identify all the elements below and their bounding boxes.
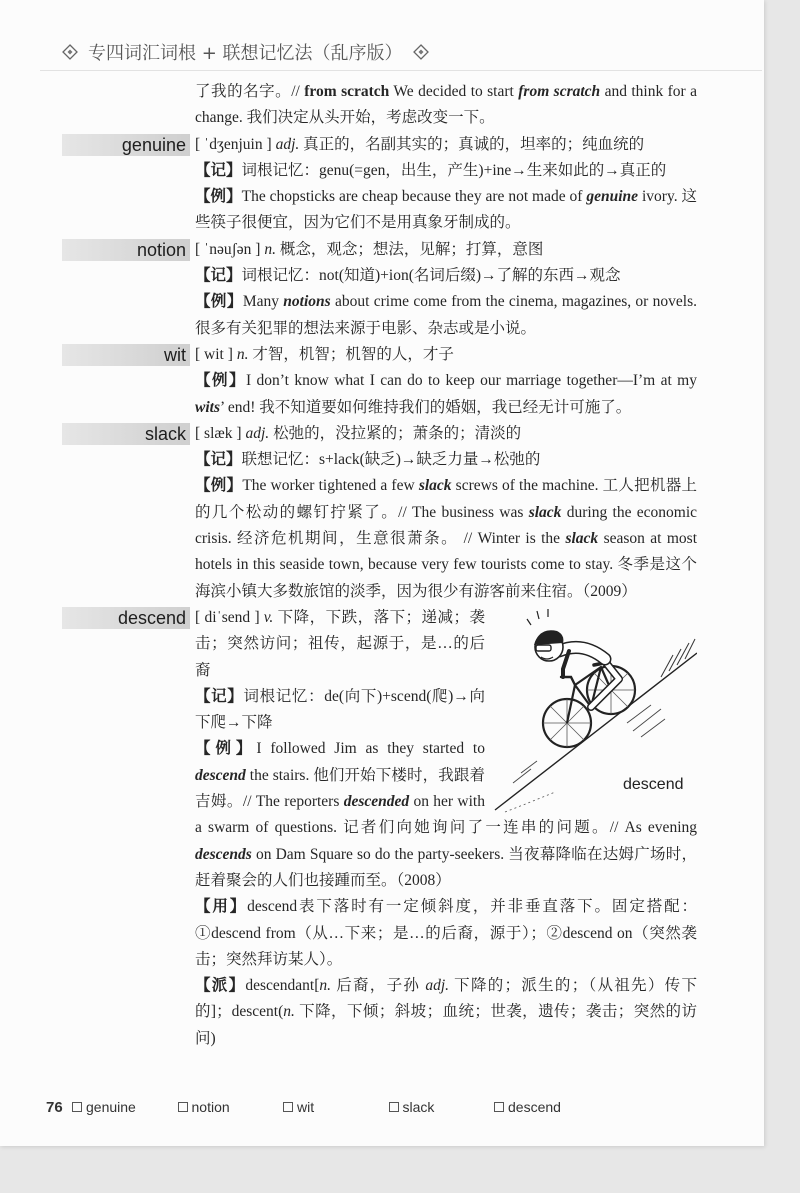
headword-label xyxy=(62,134,190,156)
text-run: descendant[ xyxy=(245,977,320,995)
section-text xyxy=(242,162,667,179)
section-label: 【例】 xyxy=(195,188,242,206)
entry-descend xyxy=(117,605,697,1052)
emphasized-word: notions xyxy=(283,293,331,311)
section-label: 【例】 xyxy=(195,740,257,758)
definition-line xyxy=(195,237,697,263)
phonetic: [ wit ] xyxy=(195,345,233,363)
headword: descend xyxy=(117,607,186,628)
example-sentence xyxy=(195,368,697,421)
part-of-speech: n. xyxy=(283,1003,295,1021)
memory-note xyxy=(195,158,697,184)
part-of-speech: n. xyxy=(264,240,277,258)
footer-word: notion xyxy=(191,1099,230,1115)
entry-slack xyxy=(144,421,698,605)
text-run: season at most hotels in this seaside town, because very few tourists come to stay. 冬季是这个海滨小镇大多数旅馆的淡季，因为很少有游客前来住宿。（2009） xyxy=(195,530,697,600)
section-text xyxy=(195,477,697,599)
diamond-icon xyxy=(413,44,429,60)
footer-word: genuine xyxy=(86,1099,136,1115)
phonetic: [ slæk ] xyxy=(195,424,242,442)
text-run: 了我的名字。// xyxy=(195,83,305,100)
emphasized-word: descends xyxy=(195,845,252,863)
definition-line xyxy=(195,132,697,158)
emphasized-word: slack xyxy=(565,530,599,548)
example-sentence xyxy=(195,289,697,342)
section-label: 【记】 xyxy=(195,161,242,179)
headword-label xyxy=(62,423,190,445)
speed-lines xyxy=(513,705,665,783)
example-sentence xyxy=(195,473,697,604)
text-run: about crime come from the cinema, magazines, or novels. 很多有关犯罪的想法来源于电影、杂志或是小说。 xyxy=(195,293,697,337)
entry-genuine xyxy=(121,132,697,237)
text-run: ivory. 这些筷子很便宜，因为它们不是用真象牙制成的。 xyxy=(195,188,697,232)
memory-note xyxy=(195,263,697,289)
footer-word-item xyxy=(178,1099,284,1115)
headword: notion xyxy=(136,239,186,260)
emphasized-word: descended xyxy=(343,793,410,811)
illustration-caption: descend xyxy=(623,775,684,793)
descend-illustration xyxy=(491,605,697,815)
phonetic: [ ˈnəuʃən ] xyxy=(195,240,261,258)
section-label: 【记】 xyxy=(195,267,242,285)
text-run: 下降，下倾；斜坡；血统；世袭，遗传；袭击；突然的访问) xyxy=(195,1003,697,1047)
text-run: The worker tightened a few xyxy=(242,477,419,495)
section-text xyxy=(195,977,697,1047)
section-label: 【例】 xyxy=(195,372,247,390)
footer-word-item xyxy=(283,1099,389,1115)
phonetic: [ diˈsend ] xyxy=(195,608,260,626)
emphasized-word: descend xyxy=(195,766,246,784)
text-run: 词根记忆：genu(=gen，出生，产生)+ine→生来如此的→真正的 xyxy=(241,161,667,179)
section-label: 【记】 xyxy=(195,451,242,469)
section-text xyxy=(195,293,697,336)
section-label: 【例】 xyxy=(195,293,243,311)
section-label: 【记】 xyxy=(195,687,244,705)
text-run: the stairs. 他们开始下楼时，我跟着吉姆。// The reporters xyxy=(195,766,485,811)
entry-wit xyxy=(164,342,697,421)
text-run: 下降，下跌，落下；递减；袭击；突然访问；祖传，起源于，是…的后裔 xyxy=(195,608,485,679)
part-of-speech: adj. xyxy=(275,135,300,153)
emphasized-word: from scratch xyxy=(304,83,390,100)
footer-word-item xyxy=(494,1099,600,1115)
definition xyxy=(264,241,543,258)
text-run: on Dam Square so do the party-seekers. 当夜幕降临在达姆广场时，赶着聚会的人们也接踵而至。（2008） xyxy=(195,845,697,889)
definition-line xyxy=(195,342,697,368)
section-text xyxy=(195,372,697,415)
section-label: 【用】 xyxy=(195,898,248,916)
checkbox-icon xyxy=(72,1102,82,1112)
phonetic: [ ˈdʒenjuin ] xyxy=(195,135,272,153)
text-run: 词根记忆：not(知道)+ion(名词后缀)→了解的东西→观念 xyxy=(241,267,621,285)
section-text xyxy=(195,188,697,231)
emphasized-word: slack xyxy=(528,503,562,521)
text-run: 联想记忆：s+lack(缺乏)→缺乏力量→松弛的 xyxy=(241,451,541,469)
text-run: Many xyxy=(242,293,284,311)
definition xyxy=(246,425,522,442)
emphasized-word: genuine xyxy=(586,188,639,206)
section-text xyxy=(242,451,541,468)
section-text xyxy=(242,267,621,284)
footer-word: slack xyxy=(402,1099,435,1115)
text-run: 才智，机智；机智的人，才子 xyxy=(248,345,454,363)
usage-note xyxy=(195,894,697,973)
section-label: 【例】 xyxy=(195,477,243,495)
part-of-speech: v. xyxy=(263,608,274,626)
checkbox-icon xyxy=(283,1102,293,1112)
text-run: We decided to start xyxy=(389,83,519,100)
footer-word: descend xyxy=(508,1099,561,1115)
footer-word: wit xyxy=(297,1099,315,1115)
checkbox-icon xyxy=(389,1102,399,1112)
page-footer xyxy=(46,1096,600,1118)
headword-label xyxy=(62,344,190,366)
text-run: 后裔，子孙 xyxy=(331,977,426,995)
text-run: 词根记忆：de(向下)+scend(爬)→向下爬→下降 xyxy=(195,687,485,732)
memory-note xyxy=(195,447,697,473)
headword: genuine xyxy=(121,134,186,155)
diamond-icon xyxy=(62,44,78,60)
page-number: 76 xyxy=(46,1098,63,1116)
text-run: on her with a swarm of questions. 记者们向她询问了一连串的问题。// As evening xyxy=(195,793,697,837)
definition-line xyxy=(195,421,697,447)
emphasized-word: slack xyxy=(418,477,452,495)
section-text xyxy=(195,898,697,968)
text-run: descend表下落时有一定倾斜度，并非垂直落下。固定搭配：①descend from（从…下来；是…的后裔，源于）；②descend on（突然袭击；突然拜访某人）。 xyxy=(195,898,697,968)
continued-example xyxy=(195,79,697,132)
header-title: 专四词汇词根 + 联想记忆法（乱序版） xyxy=(88,43,403,64)
running-header xyxy=(62,40,429,64)
text-run: screws of the machine. 工人把机器上的几个松动的螺钉拧紧了。// The business was xyxy=(195,477,697,521)
checkbox-icon xyxy=(494,1102,504,1112)
text-run: 真正的，名副其实的；真诚的，坦率的；纯血统的 xyxy=(299,135,645,153)
text-run: and think for a change. 我们决定从头开始，考虑改变一下。 xyxy=(195,83,697,127)
text-run: 概念，观念；想法，见解；打算，意图 xyxy=(276,240,544,258)
header-divider xyxy=(40,70,762,71)
text-run: I don’t know what I can do to keep our marriage together—I’m at my xyxy=(246,372,697,390)
text-run: during the economic crisis. 经济危机期间，生意很萧条。 // Winter is the xyxy=(195,503,698,548)
derivatives-note xyxy=(195,973,697,1052)
section-label: 【派】 xyxy=(195,977,246,995)
headword-label xyxy=(62,607,190,629)
text-run: The chopsticks are cheap because they are not made of xyxy=(241,188,587,206)
headword: wit xyxy=(164,344,186,365)
text-run: ’ end! 我不知道要如何维持我们的婚姻，我已经无计可施了。 xyxy=(219,398,632,416)
footer-word-item xyxy=(389,1099,495,1115)
definition xyxy=(276,136,645,153)
part-of-speech: adj. xyxy=(245,424,270,442)
headword: slack xyxy=(144,423,186,444)
example-sentence xyxy=(195,184,697,237)
emphasized-word: from scratch xyxy=(518,83,601,100)
part-of-speech: n. xyxy=(319,977,332,995)
entry-notion xyxy=(136,237,697,342)
page-content xyxy=(117,79,698,1052)
part-of-speech: adj. xyxy=(425,977,449,995)
text-run: I followed Jim as they started to xyxy=(256,740,485,758)
part-of-speech: n. xyxy=(236,345,249,363)
emphasized-word: wits xyxy=(195,398,220,416)
checkbox-icon xyxy=(178,1102,188,1112)
definition xyxy=(237,346,454,363)
text-run: 松弛的，没拉紧的；萧条的；清淡的 xyxy=(269,424,522,442)
headword-label xyxy=(62,239,190,261)
text-run: 下降的；派生的；（从祖先）传下的]；descent( xyxy=(195,977,697,1021)
footer-word-item xyxy=(72,1099,178,1115)
